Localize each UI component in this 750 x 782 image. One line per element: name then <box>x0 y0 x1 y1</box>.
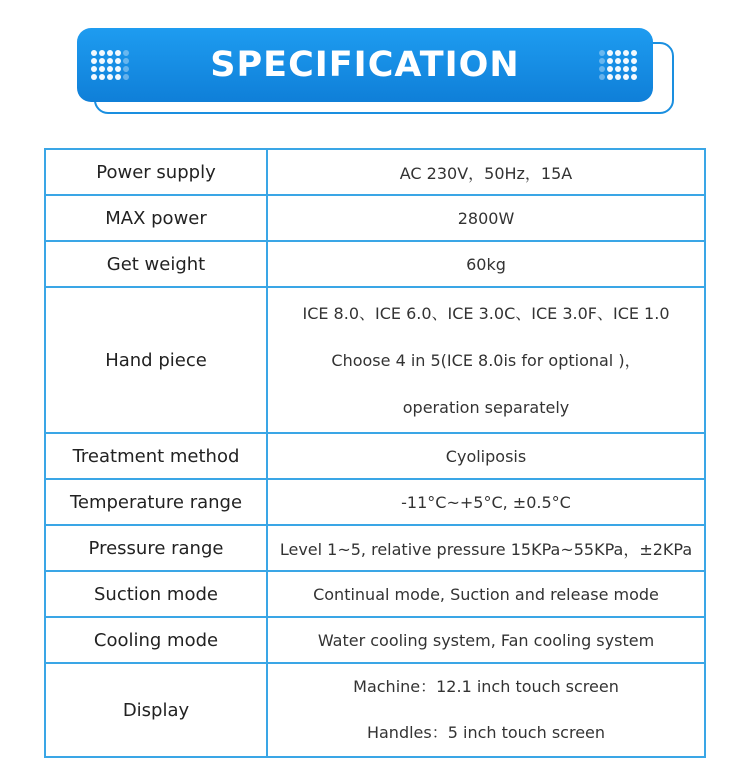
dot-grid-icon <box>599 50 639 80</box>
spec-value: Cyoliposis <box>267 433 705 479</box>
table-row <box>45 287 705 433</box>
table-row <box>45 149 705 195</box>
spec-label: Power supply <box>45 149 267 195</box>
header-banner <box>77 28 653 102</box>
table-row <box>45 571 705 617</box>
spec-value: -11°C~+5°C, ±0.5°C <box>267 479 705 525</box>
spec-value: 2800W <box>267 195 705 241</box>
dot-grid-icon <box>91 50 131 80</box>
table-row <box>45 241 705 287</box>
spec-label: Pressure range <box>45 525 267 571</box>
spec-value: 60kg <box>267 241 705 287</box>
spec-label: Suction mode <box>45 571 267 617</box>
spec-value: Continual mode, Suction and release mode <box>267 571 705 617</box>
table-row <box>45 663 705 757</box>
table-row <box>45 479 705 525</box>
page-title: SPECIFICATION <box>210 45 520 85</box>
table-row <box>45 617 705 663</box>
table-row <box>45 433 705 479</box>
spec-value: Level 1~5, relative pressure 15KPa~55KPa，±2KPa <box>267 525 705 571</box>
spec-label: Get weight <box>45 241 267 287</box>
spec-label: Hand piece <box>45 287 267 433</box>
spec-value: Water cooling system, Fan cooling system <box>267 617 705 663</box>
spec-table <box>44 148 706 758</box>
spec-label: Cooling mode <box>45 617 267 663</box>
spec-label: Treatment method <box>45 433 267 479</box>
spec-label: Temperature range <box>45 479 267 525</box>
spec-label: Display <box>45 663 267 757</box>
table-row <box>45 195 705 241</box>
spec-label: MAX power <box>45 195 267 241</box>
spec-value: AC 230V，50Hz，15A <box>267 149 705 195</box>
table-row <box>45 525 705 571</box>
spec-value: Machine：12.1 inch touch screen Handles：5 inch touch screen <box>267 663 705 757</box>
spec-value: ICE 8.0、ICE 6.0、ICE 3.0C、ICE 3.0F、ICE 1.0 Choose 4 in 5(ICE 8.0is for optional )， operation separately <box>267 287 705 433</box>
